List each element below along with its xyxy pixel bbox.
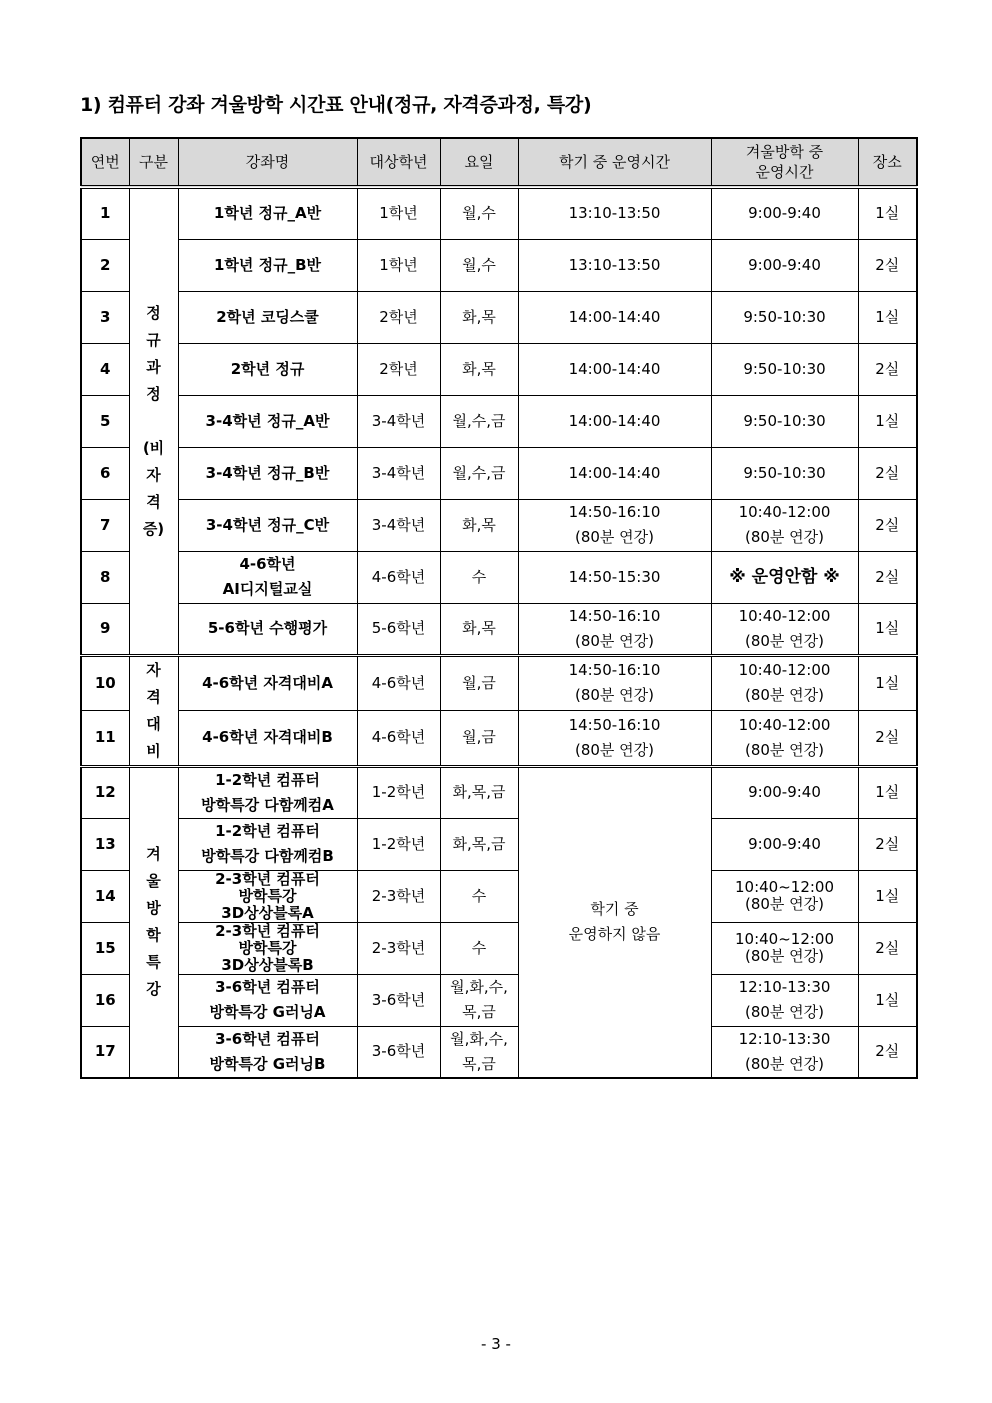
table-row [81,870,917,922]
header-days: 요일 [440,138,518,187]
room: 2실 [858,1026,917,1078]
semester-time: 14:00-14:40 [518,395,711,447]
semester-time-none: 학기 중 운영하지 않음 [518,766,711,1078]
document-title: 1) 컴퓨터 강좌 겨울방학 시간표 안내(정규, 자격증과정, 특강) [80,94,592,116]
room: 2실 [858,818,917,870]
table-row [81,239,917,291]
target-grade: 2학년 [357,343,440,395]
room: 2실 [858,551,917,603]
winter-time: 12:10-13:30 (80분 연강) [711,1026,858,1078]
header-room: 장소 [858,138,917,187]
semester-time: 14:50-16:10 (80분 연강) [518,711,711,767]
row-number: 8 [81,551,129,603]
category-regular: 정 규 과 정 (비 자 격 증) [129,187,178,655]
winter-time: 9:50-10:30 [711,343,858,395]
row-number: 14 [81,870,129,922]
room: 2실 [858,239,917,291]
row-number: 5 [81,395,129,447]
days: 월,화,수, 목,금 [440,1026,518,1078]
page-number: - 3 - [481,1335,511,1353]
room: 2실 [858,922,917,974]
days: 월,수,금 [440,447,518,499]
row-number: 2 [81,239,129,291]
winter-time: 10:40-12:00 (80분 연강) [711,655,858,711]
table-row [81,974,917,1026]
row-number: 15 [81,922,129,974]
course-name: 1-2학년 컴퓨터 방학특강 다함께컴A [178,766,357,818]
days: 화,목 [440,291,518,343]
winter-time: 12:10-13:30 (80분 연강) [711,974,858,1026]
row-number: 6 [81,447,129,499]
table-row [81,551,917,603]
winter-time: 10:40~12:00 (80분 연강) [711,922,858,974]
target-grade: 1학년 [357,239,440,291]
room: 1실 [858,870,917,922]
course-name: 3-6학년 컴퓨터 방학특강 G러닝B [178,1026,357,1078]
row-number: 17 [81,1026,129,1078]
semester-time: 14:00-14:40 [518,447,711,499]
row-number: 7 [81,499,129,551]
course-name: 1학년 정규_B반 [178,239,357,291]
winter-time: 10:40~12:00 (80분 연강) [711,870,858,922]
course-name: 4-6학년 자격대비B [178,711,357,767]
winter-time: 9:00-9:40 [711,766,858,818]
course-name: 2-3학년 컴퓨터 방학특강 3D상상블록B [178,922,357,974]
room: 1실 [858,603,917,655]
target-grade: 4-6학년 [357,551,440,603]
header-row [81,138,917,187]
course-name: 4-6학년 AI디지털교실 [178,551,357,603]
target-grade: 4-6학년 [357,655,440,711]
winter-time: 10:40-12:00 (80분 연강) [711,711,858,767]
winter-time: 9:00-9:40 [711,239,858,291]
category-cert: 자 격 대 비 [129,655,178,766]
target-grade: 1-2학년 [357,766,440,818]
room: 1실 [858,395,917,447]
row-number: 13 [81,818,129,870]
table-row [81,603,917,655]
semester-time: 14:50-16:10 (80분 연강) [518,603,711,655]
days: 월,수 [440,187,518,239]
winter-time: ※ 운영안함 ※ [711,551,858,603]
row-number: 3 [81,291,129,343]
header-course: 강좌명 [178,138,357,187]
days: 화,목,금 [440,818,518,870]
table-row [81,187,917,239]
days: 화,목 [440,499,518,551]
room: 1실 [858,766,917,818]
course-name: 2-3학년 컴퓨터 방학특강 3D상상블록A [178,870,357,922]
course-name: 1-2학년 컴퓨터 방학특강 다함께컴B [178,818,357,870]
winter-time: 10:40-12:00 (80분 연강) [711,499,858,551]
days: 수 [440,922,518,974]
table-row [81,711,917,767]
course-name: 3-4학년 정규_B반 [178,447,357,499]
winter-time: 9:00-9:40 [711,818,858,870]
header-grade: 대상학년 [357,138,440,187]
target-grade: 1학년 [357,187,440,239]
room: 2실 [858,343,917,395]
winter-time: 9:50-10:30 [711,395,858,447]
room: 2실 [858,447,917,499]
header-no: 연번 [81,138,129,187]
table-row [81,395,917,447]
category-winter-special: 겨 울 방 학 특 강 [129,766,178,1078]
days: 화,목 [440,603,518,655]
table-row [81,922,917,974]
semester-time: 13:10-13:50 [518,187,711,239]
days: 화,목 [440,343,518,395]
course-name: 2학년 정규 [178,343,357,395]
course-name: 1학년 정규_A반 [178,187,357,239]
winter-time: 9:50-10:30 [711,447,858,499]
days: 월,수 [440,239,518,291]
header-winter-time: 겨울방학 중 운영시간 [711,138,858,187]
target-grade: 3-6학년 [357,974,440,1026]
table-row [81,343,917,395]
room: 2실 [858,711,917,767]
room: 1실 [858,974,917,1026]
room: 1실 [858,291,917,343]
winter-time: 9:00-9:40 [711,187,858,239]
table-row [81,818,917,870]
days: 수 [440,551,518,603]
target-grade: 3-6학년 [357,1026,440,1078]
days: 월,금 [440,655,518,711]
semester-time: 14:50-15:30 [518,551,711,603]
header-semester-time: 학기 중 운영시간 [518,138,711,187]
table-row [81,655,917,711]
target-grade: 2-3학년 [357,922,440,974]
row-number: 12 [81,766,129,818]
schedule-table [80,137,918,1079]
row-number: 9 [81,603,129,655]
row-number: 1 [81,187,129,239]
target-grade: 2학년 [357,291,440,343]
course-name: 4-6학년 자격대비A [178,655,357,711]
course-name: 3-6학년 컴퓨터 방학특강 G러닝A [178,974,357,1026]
target-grade: 2-3학년 [357,870,440,922]
target-grade: 3-4학년 [357,447,440,499]
semester-time: 14:00-14:40 [518,291,711,343]
room: 1실 [858,655,917,711]
course-name: 3-4학년 정규_A반 [178,395,357,447]
semester-time: 14:50-16:10 (80분 연강) [518,499,711,551]
table-row [81,447,917,499]
semester-time: 14:00-14:40 [518,343,711,395]
table-row [81,1026,917,1078]
semester-time: 13:10-13:50 [518,239,711,291]
target-grade: 1-2학년 [357,818,440,870]
target-grade: 3-4학년 [357,395,440,447]
days: 월,금 [440,711,518,767]
days: 수 [440,870,518,922]
days: 월,수,금 [440,395,518,447]
winter-time: 9:50-10:30 [711,291,858,343]
room: 1실 [858,187,917,239]
row-number: 16 [81,974,129,1026]
row-number: 10 [81,655,129,711]
target-grade: 4-6학년 [357,711,440,767]
course-name: 3-4학년 정규_C반 [178,499,357,551]
semester-time: 14:50-16:10 (80분 연강) [518,655,711,711]
target-grade: 3-4학년 [357,499,440,551]
row-number: 11 [81,711,129,767]
room: 2실 [858,499,917,551]
course-name: 2학년 코딩스쿨 [178,291,357,343]
table-row [81,499,917,551]
table-row [81,766,917,818]
target-grade: 5-6학년 [357,603,440,655]
days: 화,목,금 [440,766,518,818]
table-row [81,291,917,343]
winter-time: 10:40-12:00 (80분 연강) [711,603,858,655]
days: 월,화,수, 목,금 [440,974,518,1026]
row-number: 4 [81,343,129,395]
course-name: 5-6학년 수행평가 [178,603,357,655]
header-category: 구분 [129,138,178,187]
